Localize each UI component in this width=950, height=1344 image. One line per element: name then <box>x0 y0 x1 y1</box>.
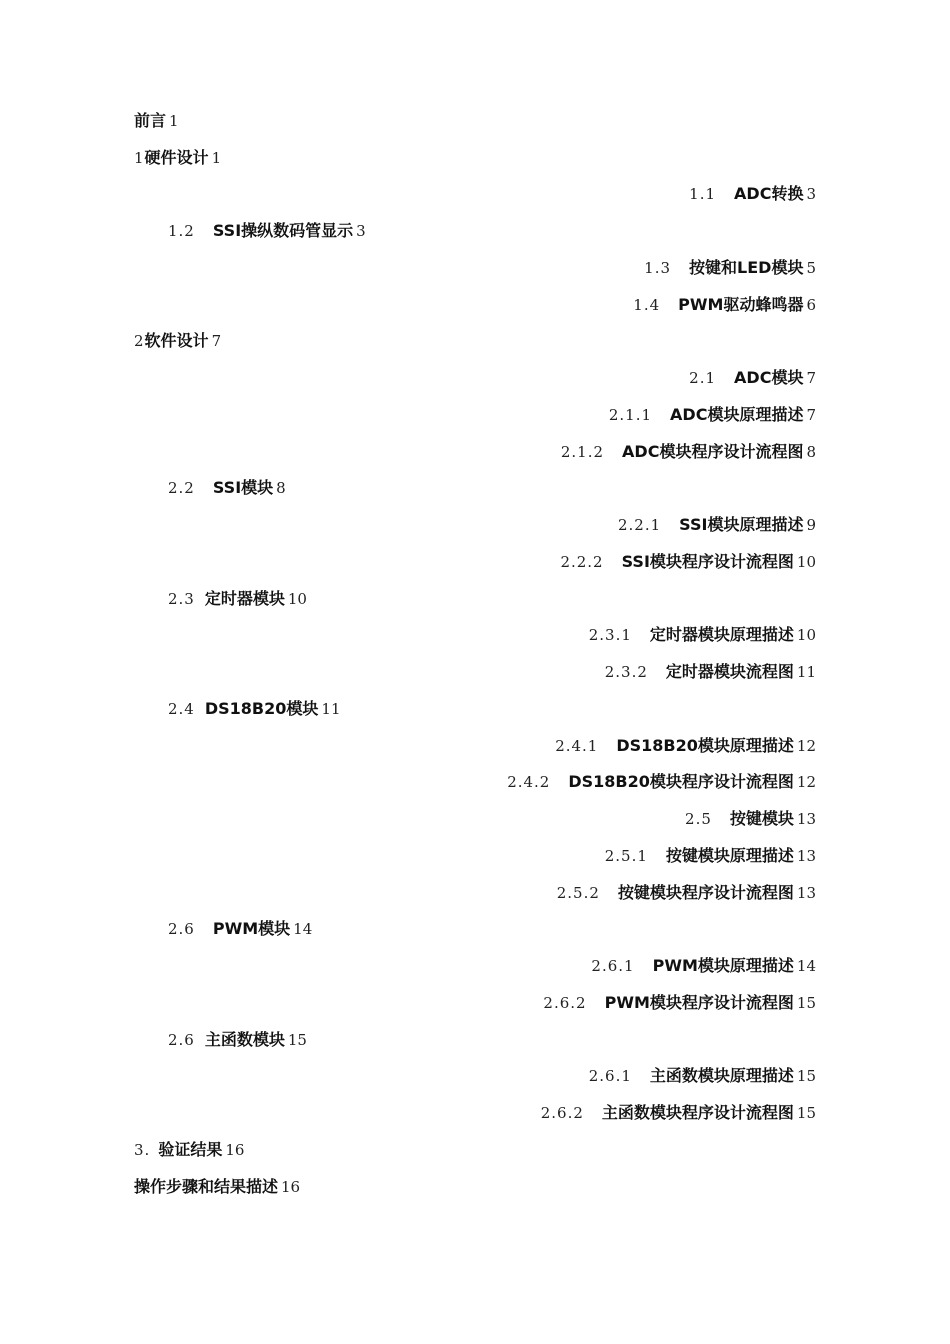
toc-entry[interactable] <box>561 439 816 465</box>
toc-entry-number: 2.6.2 <box>540 1104 584 1122</box>
toc-entry-page: 16 <box>281 1178 301 1196</box>
toc-entry-number: 1.2 <box>168 222 195 240</box>
toc-entry-number: 2.2 <box>168 479 195 497</box>
toc-entry-page: 14 <box>293 920 313 938</box>
toc-entry-page: 1 <box>169 112 179 130</box>
toc-entry-number: 2.4.2 <box>507 773 551 791</box>
toc-entry-title: PWM模块原理描述 <box>652 956 794 975</box>
toc-entry-title: 定时器模块原理描述 <box>649 625 794 644</box>
toc-entry-page: 10 <box>287 590 307 608</box>
toc-entry-number: 2.5.1 <box>604 847 648 865</box>
toc-entry[interactable] <box>605 659 816 685</box>
toc-entry-page: 15 <box>796 1104 816 1122</box>
toc-entry-number: 2.3.2 <box>604 663 648 681</box>
toc-entry-number: 2.3 <box>168 590 195 608</box>
toc-entry-title: 验证结果 <box>158 1140 223 1159</box>
toc-entry[interactable] <box>689 181 816 207</box>
toc-entry-page: 5 <box>806 259 816 277</box>
toc-entry-title: PWM模块 <box>212 919 291 938</box>
toc-entry-title: 操作步骤和结果描述 <box>134 1177 279 1196</box>
toc-entry[interactable] <box>134 108 179 134</box>
toc-entry-page: 3 <box>806 185 816 203</box>
toc-entry[interactable] <box>134 145 221 171</box>
toc-entry-page: 10 <box>796 626 816 644</box>
toc-entry-title: 前言 <box>134 111 167 130</box>
toc-entry-title: 主函数模块原理描述 <box>649 1066 794 1085</box>
toc-entry[interactable] <box>507 769 816 795</box>
toc-entry[interactable] <box>555 733 816 759</box>
toc-entry-page: 13 <box>796 847 816 865</box>
toc-entry[interactable] <box>543 990 816 1016</box>
toc-entry-number: 2.6.1 <box>588 1067 632 1085</box>
toc-entry-number: 2.5 <box>685 810 712 828</box>
toc-entry-page: 7 <box>806 406 816 424</box>
toc-entry-number: 1 <box>134 149 145 167</box>
toc-entry-title: 定时器模块流程图 <box>665 662 794 681</box>
toc-entry-title: 按键模块程序设计流程图 <box>617 883 794 902</box>
toc-entry-page: 15 <box>796 994 816 1012</box>
toc-entry-number: 1.4 <box>633 296 661 314</box>
toc-entry-page: 15 <box>796 1067 816 1085</box>
toc-entry-page: 8 <box>276 479 286 497</box>
toc-entry-title: PWM模块程序设计流程图 <box>604 993 794 1012</box>
toc-entry-page: 6 <box>806 296 816 314</box>
toc-entry-page: 7 <box>211 332 222 350</box>
toc-entry-title: DS18B20模块程序设计流程图 <box>568 772 794 791</box>
toc-entry[interactable] <box>591 953 816 979</box>
toc-entry-number: 2 <box>134 332 145 350</box>
toc-entry[interactable] <box>618 512 816 538</box>
toc-entry-number: 3. <box>134 1141 151 1159</box>
toc-entry-number: 2.2.1 <box>617 516 662 534</box>
toc-entry-title: SSI模块程序设计流程图 <box>621 552 794 571</box>
toc-entry-number: 2.6 <box>168 1031 195 1049</box>
toc-entry[interactable] <box>685 806 816 832</box>
toc-entry-number: 2.1 <box>689 369 717 387</box>
toc-entry-page: 15 <box>287 1031 307 1049</box>
toc-entry[interactable] <box>134 1137 244 1163</box>
toc-entry[interactable] <box>589 622 816 648</box>
toc-entry[interactable] <box>609 402 816 428</box>
toc-entry[interactable] <box>589 1063 816 1089</box>
toc-entry-title: 按键和LED模块 <box>689 258 804 277</box>
toc-entry-title: DS18B20模块 <box>204 699 319 718</box>
toc-entry[interactable] <box>689 365 816 391</box>
toc-entry[interactable] <box>541 1100 816 1126</box>
toc-entry[interactable] <box>605 843 816 869</box>
toc-entry[interactable] <box>134 328 221 354</box>
toc-entry-number: 2.3.1 <box>588 626 632 644</box>
toc-entry[interactable] <box>644 255 816 281</box>
toc-entry-title: ADC模块 <box>734 368 804 387</box>
toc-entry-title: 定时器模块 <box>204 589 285 608</box>
toc-entry-title: SSI操纵数码管显示 <box>212 221 354 240</box>
toc-entry-number: 2.1.1 <box>608 406 653 424</box>
toc-entry-page: 1 <box>211 149 222 167</box>
toc-entry[interactable] <box>168 218 366 244</box>
toc-entry-page: 12 <box>796 773 816 791</box>
toc-entry-page: 10 <box>796 553 816 571</box>
toc-entry[interactable] <box>557 880 816 906</box>
toc-entry-title: 按键模块 <box>729 809 794 828</box>
toc-entry-title: ADC模块原理描述 <box>670 405 804 424</box>
toc-entry-page: 7 <box>806 369 816 387</box>
toc-entry[interactable] <box>168 1027 307 1053</box>
toc-entry[interactable] <box>168 586 307 612</box>
toc-entry-number: 2.6 <box>168 920 195 938</box>
toc-entry-title: SSI模块原理描述 <box>679 515 804 534</box>
toc-entry-title: 按键模块原理描述 <box>665 846 794 865</box>
toc-entry-title: 硬件设计 <box>144 148 209 167</box>
toc-entry-title: 主函数模块 <box>204 1030 285 1049</box>
toc-entry-number: 1.3 <box>644 259 672 277</box>
toc-entry-title: PWM驱动蜂鸣器 <box>678 295 804 314</box>
toc-entry-number: 1.1 <box>689 185 717 203</box>
toc-entry-number: 2.4 <box>168 700 195 718</box>
toc-entry[interactable] <box>168 696 341 722</box>
toc-entry-title: ADC模块程序设计流程图 <box>622 442 804 461</box>
toc-entry-title: SSI模块 <box>212 478 274 497</box>
toc-entry-page: 11 <box>321 700 341 718</box>
toc-entry-page: 14 <box>796 957 816 975</box>
toc-entry-number: 2.2.2 <box>560 553 604 571</box>
toc-entry[interactable] <box>560 549 816 575</box>
toc-entry-title: 软件设计 <box>144 331 209 350</box>
toc-entry-page: 13 <box>796 884 816 902</box>
toc-entry-title: ADC转换 <box>734 184 804 203</box>
toc-entry-title: 主函数模块程序设计流程图 <box>601 1103 794 1122</box>
toc-entry-page: 16 <box>225 1141 245 1159</box>
toc-entry-number: 2.1.2 <box>560 443 605 461</box>
toc-entry-number: 2.6.2 <box>543 994 587 1012</box>
toc-entry-number: 2.4.1 <box>555 737 599 755</box>
toc-entry-number: 2.6.1 <box>591 957 635 975</box>
toc-entry[interactable] <box>168 475 286 501</box>
toc-entry[interactable] <box>168 916 312 942</box>
toc-entry-title: DS18B20模块原理描述 <box>616 736 794 755</box>
toc-entry-page: 9 <box>806 516 816 534</box>
toc-entry-page: 12 <box>796 737 816 755</box>
toc-entry-number: 2.5.2 <box>556 884 600 902</box>
toc-entry-page: 11 <box>796 663 816 681</box>
toc-entry[interactable] <box>633 292 816 318</box>
toc-entry-page: 13 <box>796 810 816 828</box>
toc-entry[interactable] <box>134 1174 300 1200</box>
toc-entry-page: 8 <box>806 443 816 461</box>
toc-entry-page: 3 <box>356 222 366 240</box>
